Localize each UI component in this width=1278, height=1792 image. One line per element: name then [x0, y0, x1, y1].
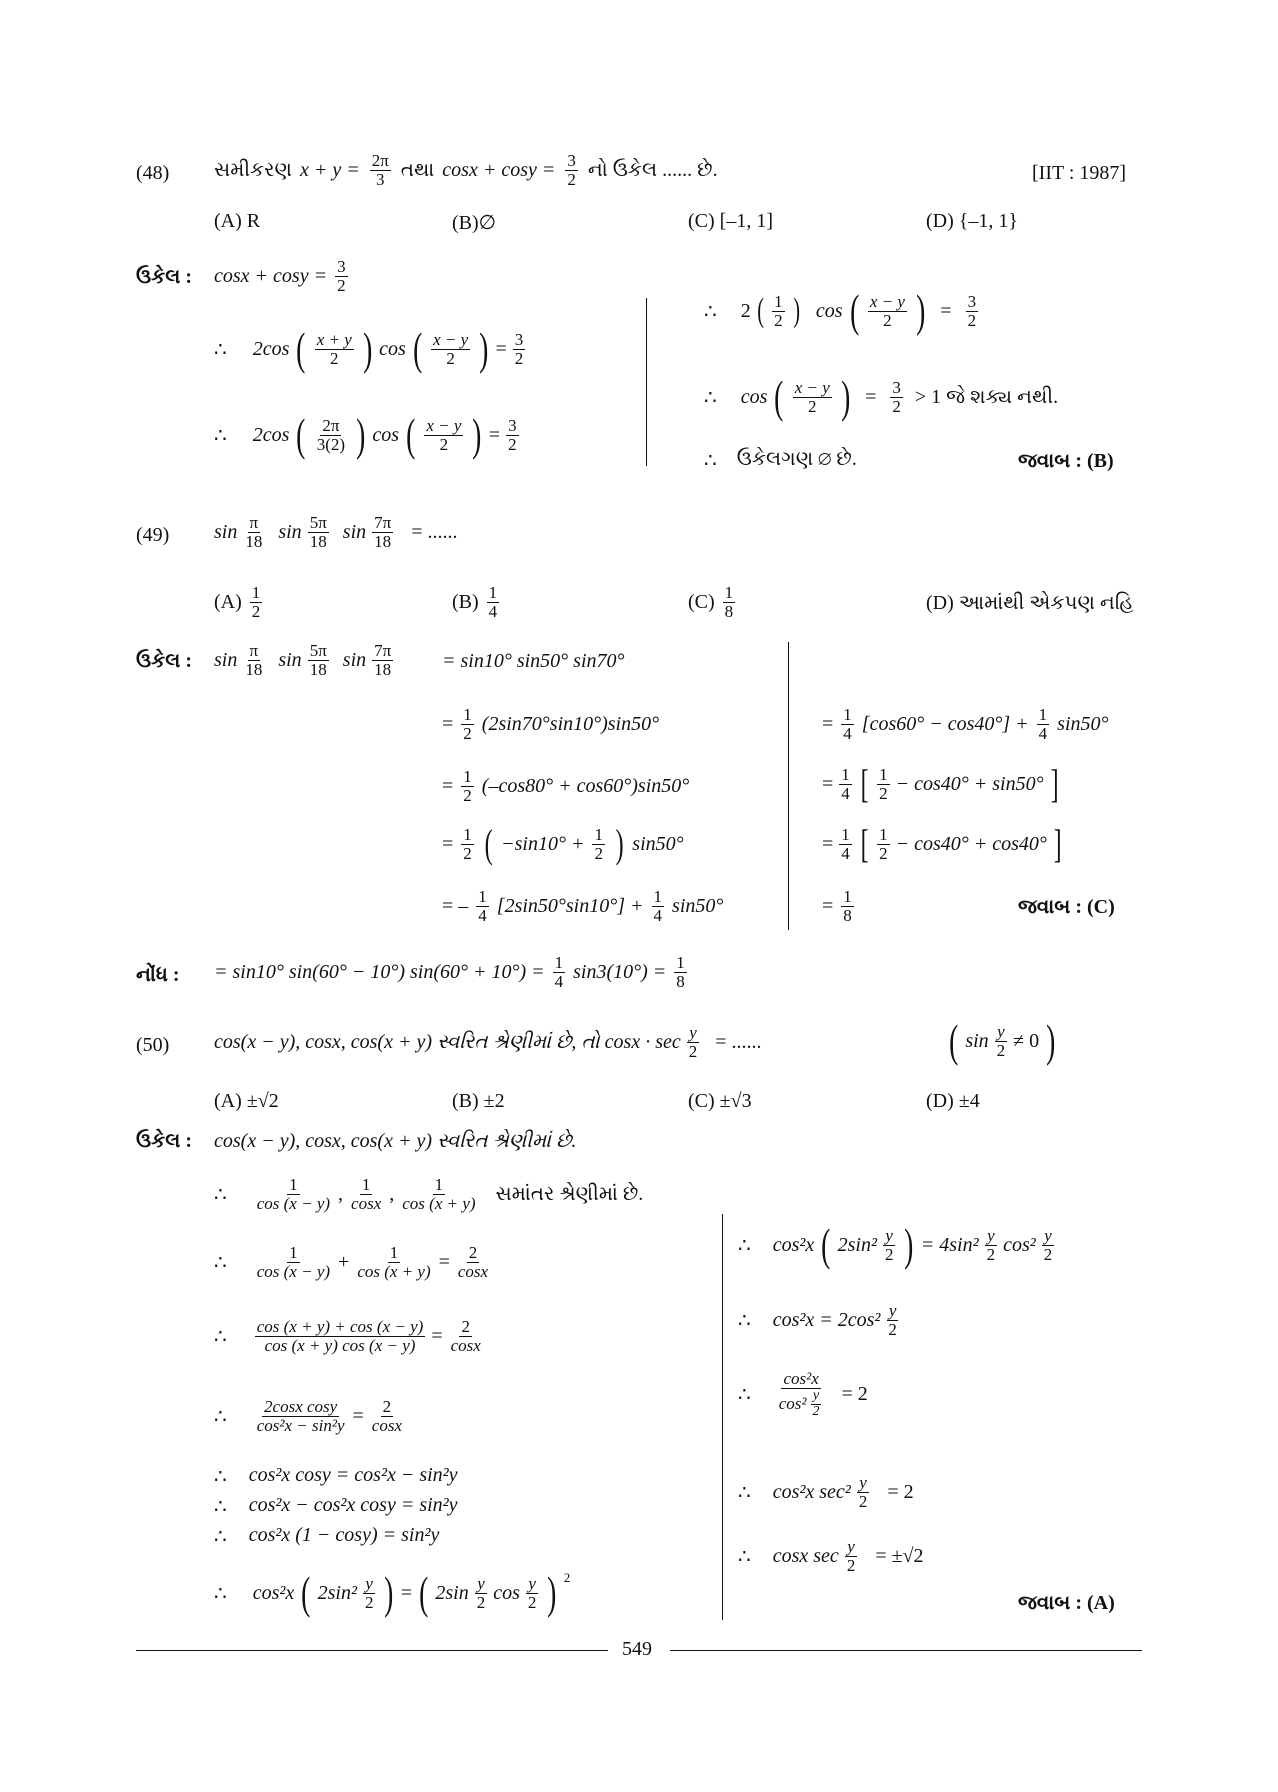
q48-option-a: (A) R: [214, 210, 261, 232]
q50-option-b: (B) ±2: [452, 1090, 505, 1112]
q48-right-line3: ∴ ઉકેલગણ ∅ છે.: [704, 448, 857, 472]
q50-sol-l8: ∴ cos²x ( 2sin² $\frac{y}{2}$ ) = ( 2sin $\frac{y}{2}$ cos $\frac{y}{2}$ ) $^2$: [214, 1567, 571, 1618]
q49-option-a: (A) $\frac{1}{2}$: [214, 583, 261, 621]
q48-statement: [214, 152, 718, 189]
q48-sol-line2: ∴ 2cos ( $\frac{x + y}{2}$ ) cos ( $\frac{x - y}{2}$ ) = $\frac{3}{2}$: [214, 323, 524, 374]
q49-sol-s1: = $\frac{1}{2}$ (2sin70°sin10°)sin50°: [442, 705, 660, 743]
q48-sol-line1: cosx + cosy = $\frac{3}{2}$: [214, 257, 346, 295]
q48-right-line2: ∴ cos ( $\frac{x - y}{2}$ ) = $\frac{3}{2}$ > 1 જે શક્ય નથી.: [704, 371, 1059, 422]
q50-sol-l4: ∴ $\frac{\text{2cosx cosy}}{\text{cos²x − sin²y}}$ = $\frac{2}{\cos x}$: [214, 1397, 402, 1435]
q50-option-d: (D) ±4: [926, 1090, 980, 1112]
q48-right-line1: ∴ 2 ( $\frac{1}{2}$ ) cos ( $\frac{x - y}{2}$ ) = $\frac{3}{2}$: [704, 285, 977, 336]
q50-option-c: (C) ±√3: [688, 1090, 752, 1112]
q50-sol-line1: cos(x − y), cosx, cos(x + y) સ્વરિત શ્રેણીમાં છે.: [214, 1130, 577, 1152]
q48-frac1: $\frac{2\pi}{3}$: [371, 151, 389, 189]
q49-divider: [788, 642, 789, 930]
q49-number: (49): [136, 524, 170, 546]
q49-sol-s3: = $\frac{1}{2}$ ( −sin10° + $\frac{1}{2}$ ) sin50°: [442, 821, 684, 866]
q50-right-r3: ∴ cos²x cos² $\frac{y}{2}$ = 2: [738, 1369, 868, 1419]
q50-right-r1: ∴ cos²x ( 2sin² $\frac{y}{2}$ ) = 4sin² $\frac{y}{2}$ cos² $\frac{y}{2}$: [738, 1219, 1053, 1270]
q49-sol-s2: = $\frac{1}{2}$ (–cos80° + cos60°)sin50°: [442, 767, 690, 805]
q49-right-r2: = $\frac{1}{4}$ [ $\frac{1}{2}$ − cos40° + sin50° ]: [822, 761, 1059, 806]
q49-statement: sin $\frac{\pi}{18}$ sin $\frac{5\pi}{18}$ sin $\frac{7\pi}{18}$ = ......: [214, 513, 458, 551]
q49-sol-line0: sin $\frac{\pi}{18}$ sin $\frac{5\pi}{18}$ sin $\frac{7\pi}{18}$: [214, 641, 392, 679]
q48-suffix: નો ઉકેલ ...... છે.: [587, 158, 718, 181]
q48-prefix: સમીકરણ: [214, 158, 292, 181]
q49-sol-s4: = – $\frac{1}{4}$ [2sin50°sin10°] + $\frac{1}{4}$ sin50°: [442, 887, 724, 925]
q50-number: (50): [136, 1034, 170, 1056]
q48-mid: તથા: [400, 158, 435, 181]
q49-right-r3: = $\frac{1}{4}$ [ $\frac{1}{2}$ − cos40° + cos40° ]: [822, 821, 1062, 866]
q50-right-r2: ∴ cos²x = 2cos² $\frac{y}{2}$: [738, 1301, 897, 1339]
q49-option-c: (C) $\frac{1}{8}$: [688, 583, 734, 621]
q48-tag: [IIT : 1987]: [1032, 162, 1127, 184]
footer-rule-right: [670, 1650, 1142, 1651]
q50-sol-l2: ∴ $\frac{1}{\cos (x - y)}$ + $\frac{1}{\cos (x + y)}$ = $\frac{2}{\cos x}$: [214, 1243, 489, 1281]
q50-condition: ( sin $\frac{y}{2}$ ≠ 0 ): [949, 1015, 1056, 1066]
q49-note-label: નોંધ :: [136, 964, 180, 986]
q48-solution-label: ઉકેલ :: [136, 266, 193, 288]
q48-sol-line3: ∴ 2cos ( $\frac{2\pi}{3(2)}$ ) cos ( $\frac{x - y}{2}$ ) = $\frac{3}{2}$: [214, 409, 517, 460]
q48-answer: જવાબ : (B): [1018, 450, 1114, 472]
q48-number: (48): [136, 162, 170, 184]
q50-sol-l7: ∴ cos²x (1 − cosy) = sin²y: [214, 1524, 440, 1548]
q49-sol-s0: = sin10° sin50° sin70°: [442, 650, 625, 672]
page-number: 549: [622, 1638, 652, 1660]
q49-option-b: (B) $\frac{1}{4}$: [452, 583, 498, 621]
q50-solution-label: ઉકેલ :: [136, 1130, 193, 1152]
q49-answer: જવાબ : (C): [1018, 896, 1115, 918]
q50-sol-l6: ∴ cos²x − cos²x cosy = sin²y: [214, 1494, 458, 1518]
q48-option-d: (D) {–1, 1}: [926, 210, 1018, 232]
q48-eq2: cosx + cosy =: [442, 158, 556, 181]
q49-right-r4: = $\frac{1}{8}$: [822, 887, 852, 925]
q50-sol-l5: ∴ cos²x cosy = cos²x − sin²y: [214, 1464, 458, 1488]
q49-note: = sin10° sin(60° − 10°) sin(60° + 10°) = $\frac{1}{4}$ sin3(10°) = $\frac{1}{8}$: [214, 953, 685, 991]
footer-rule-left: [136, 1650, 608, 1651]
q48-frac2: $\frac{3}{2}$: [567, 151, 576, 189]
q48-option-b: (B)∅: [452, 212, 497, 234]
q50-answer: જવાબ : (A): [1018, 1592, 1115, 1614]
q48-eq1: x + y =: [299, 158, 360, 181]
q50-right-r5: ∴ cosx sec $\frac{y}{2}$ = ±√2: [738, 1537, 924, 1575]
q50-option-a: (A) ±√2: [214, 1090, 279, 1112]
q50-right-r4: ∴ cos²x sec² $\frac{y}{2}$ = 2: [738, 1473, 914, 1511]
q50-sol-l3: ∴ $\frac{\cos (x + y) + \cos (x - y)}{\cos (x + y) \cos (x - y)}$ = $\frac{2}{\cos x}$: [214, 1317, 481, 1355]
q50-divider: [722, 1214, 723, 1620]
q50-statement: cos(x − y), cosx, cos(x + y) સ્વરિત શ્રેણીમાં છે, તો cosx · sec $\frac{y}{2}$ = ......: [214, 1023, 762, 1061]
q49-right-r1: = $\frac{1}{4}$ [cos60° − cos40°] + $\frac{1}{4}$ sin50°: [822, 705, 1109, 743]
q50-sol-l1: ∴ $\frac{1}{\cos (x - y)}$ , $\frac{1}{\cos x}$ , $\frac{1}{\cos (x + y)}$ સમાંતર શ્રેણીમાં છે.: [214, 1175, 644, 1213]
q49-solution-label: ઉકેલ :: [136, 650, 193, 672]
q49-option-d: (D) આમાંથી એકપણ નહિ: [926, 592, 1134, 614]
q48-option-c: (C) [–1, 1]: [688, 210, 773, 232]
q48-divider: [646, 298, 647, 466]
